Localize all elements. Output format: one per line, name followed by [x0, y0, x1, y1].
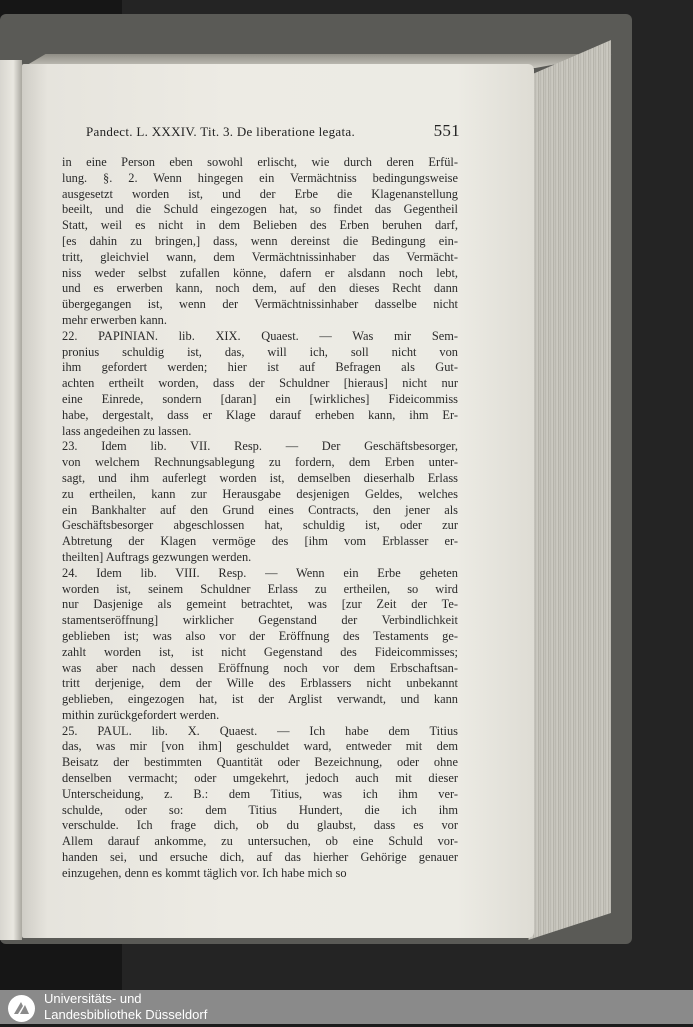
text-line: achten ertheilt worden, dass der Schuldner [hieraus] nicht nur	[62, 376, 458, 391]
text-line: tritt derjenige, dem der Wille des Erblassers nicht unbekannt	[62, 676, 458, 691]
text-line: eine Einrede, sondern [daran] ein [wirkliches] Fideicommiss	[62, 391, 458, 406]
text-line: denselben vermacht; oder umgekehrt, jedoch auch mit dieser	[62, 771, 458, 786]
text-line: nur Dasjenige als gemeint betrachtet, was [zur Zeit der Te-	[62, 597, 458, 612]
previous-page-edge	[0, 60, 22, 940]
running-title: Pandect. L. XXXIV. Tit. 3. De liberatione legata.	[86, 124, 355, 139]
page-number: 551	[433, 121, 460, 140]
text-line: lung. §. 2. Wenn hingegen ein Vermächtniss bedingungsweise	[62, 170, 458, 185]
text-line: was aber nach dessen Eröffnung noch vor dem Erbschaftsan-	[62, 660, 458, 675]
text-line: mithin zurückgefordert werden.	[62, 707, 220, 722]
text-line: 25. PAUL. lib. X. Quaest. — Ich habe dem Titius	[62, 723, 458, 738]
text-line: sagt, und ihm auferlegt worden ist, demselben dieserhalb Erlass	[62, 470, 458, 485]
text-line: worden ist, seinem Schuldner Erlass zu ertheilen, so wird	[62, 581, 458, 596]
text-line: niss weder selbst zufallen könne, dafern er alsdann noch lebt,	[62, 265, 458, 280]
text-line: zahlt worden ist, ist nicht Gegenstand des Fideicommisses;	[62, 644, 458, 659]
text-line: das, was mir [von ihm] geschuldet ward, entweder mit dem	[62, 739, 458, 754]
text-line: Beisatz der bestimmten Quantität oder Bezeichnung, oder ohne	[62, 755, 458, 770]
text-line: beeilt, und die Schuld eingezogen hat, so findet das Gegentheil	[62, 202, 458, 217]
text-line: einzugehen, denn es kommt täglich vor. Ich habe mich so	[62, 865, 347, 880]
text-line: 24. Idem lib. VIII. Resp. — Wenn ein Erbe geheten	[62, 565, 458, 580]
running-header	[86, 121, 460, 143]
text-line: habe, dergestalt, dass er Klage darauf erheben kann, ihm Er-	[62, 407, 458, 422]
text-line: schulde, oder so: dem Titius Hundert, die ich ihm	[62, 802, 458, 817]
text-line: von welchem Rechnungsablegung zu fordern, dem Erben unter-	[62, 455, 458, 470]
text-line: lass angedeihen zu lassen.	[62, 423, 192, 438]
library-name-line2: Landesbibliothek Düsseldorf	[44, 1007, 208, 1022]
text-line: ausgesetzt worden ist, und der Erbe die Klagenanstellung	[62, 186, 458, 201]
text-line: 22. PAPINIAN. lib. XIX. Quaest. — Was mir Sem-	[62, 328, 458, 343]
text-line: 23. Idem lib. VII. Resp. — Der Geschäftsbesorger,	[62, 439, 458, 454]
text-line: ihm gefordert werden; hier ist auf Befragen als Gut-	[62, 360, 458, 375]
ulb-logo-icon	[8, 995, 35, 1022]
library-name-line1: Universitäts- und	[44, 991, 142, 1006]
text-line: handen sei, und ersuche dich, auf das hierher Gehörige genauer	[62, 850, 458, 865]
text-line: Statt, weil es nicht in dem Belieben des Erben beruhen darf,	[62, 218, 458, 233]
text-line: Allem darauf ankomme, zu untersuchen, ob eine Schuld vor-	[62, 834, 458, 849]
text-line: tritt, gleichviel wann, dem Vermächtnissinhaber das Vermächt-	[62, 249, 458, 264]
text-line: Unterscheidung, z. B.: dem Titius, was ich ihm ver-	[62, 786, 458, 801]
text-line: stamentseröffnung] wirklicher Gegenstand der Verbindlichkeit	[62, 613, 458, 628]
text-line: ein Bankhalter auf den Grund eines Contracts, den jener als	[62, 502, 458, 517]
text-line: mehr erwerben kann.	[62, 312, 167, 327]
text-line: pronius schuldig ist, das, will ich, soll nicht von	[62, 344, 458, 359]
text-line: übergegangen ist, wenn der Vermächtnissinhaber dasselbe nicht	[62, 297, 458, 312]
text-line: [es dahin zu bringen,] dass, wenn dereinst die Bedingung ein-	[62, 233, 458, 248]
text-line: theilten] Auftrags gezwungen werden.	[62, 549, 252, 564]
page-edges	[528, 40, 611, 940]
text-line: Geschäftsbesorger abgeschlossen hat, schuldig ist, oder zur	[62, 518, 458, 533]
text-line: geblieben ist; was also vor der Eröffnung des Testaments ge-	[62, 628, 458, 643]
text-line: geblieben, eingezogen hat, ist der Arglist verwandt, und kann	[62, 692, 458, 707]
text-line: und es erwerben kann, noch dem, auf den dieses Recht dann	[62, 281, 458, 296]
text-line: verschulde. Ich frage dich, ob du glaubst, dass es vor	[62, 818, 458, 833]
text-line: Abtretung der Klagen vermöge des [ihm vom Erblasser er-	[62, 534, 458, 549]
text-line: zu ertheilen, kann zur Herausgabe desjenigen Geldes, welches	[62, 486, 458, 501]
text-line: in eine Person eben sowohl erlischt, wie durch deren Erfül-	[62, 155, 458, 169]
library-name	[44, 991, 207, 1023]
body-text	[62, 155, 458, 882]
